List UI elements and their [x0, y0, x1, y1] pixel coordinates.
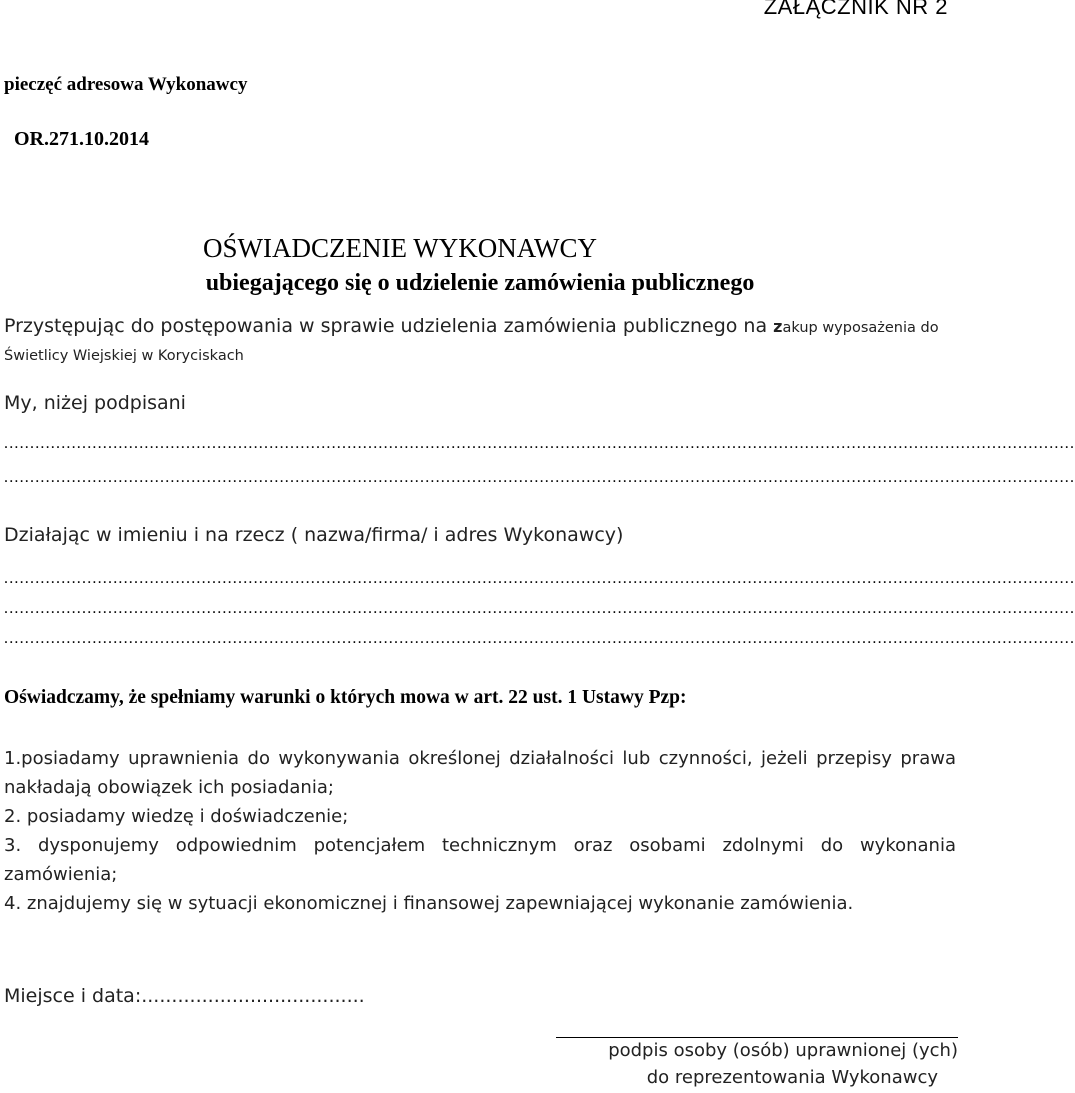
reference-number: OR.271.10.2014 — [14, 128, 149, 150]
intro-paragraph — [4, 313, 964, 369]
stamp-label: pieczęć adresowa Wykonawcy — [4, 74, 248, 95]
document-title: OŚWIADCZENIE WYKONAWCY — [202, 233, 598, 263]
intro-subject: akup wyposażenia do Świetlicy Wiejskiej w Koryciskach — [4, 320, 939, 364]
condition-item-2: 2. posiadamy wiedzę i doświadczenie; — [4, 806, 349, 827]
condition-item-1: 1.posiadamy uprawnienia do wykonywania określonej działalności lub czynności, jeżeli przepisy prawa nakładają obowiązek ich posiadania; — [4, 748, 956, 798]
fill-line-contractor-2[interactable]: .............................................................................................................................................................................................................. — [4, 600, 1075, 617]
acting-on-behalf-label: Działając w imieniu i na rzecz ( nazwa/firma/ i adres Wykonawcy) — [4, 524, 624, 546]
fill-line-contractor-1[interactable]: .............................................................................................................................................................................................................. — [4, 570, 1075, 587]
condition-item-4: 4. znajdujemy się w sytuacji ekonomicznej i finansowej zapewniającej wykonanie zamówienia. — [4, 893, 854, 914]
signature-caption-line1: podpis osoby (osób) uprawnionej (ych) — [608, 1040, 958, 1061]
we-signed-label: My, niżej podpisani — [4, 392, 186, 414]
fill-line-signatories-2[interactable]: .............................................................................................................................................................................................................. — [4, 469, 1075, 486]
intro-z: z — [773, 317, 783, 336]
signature-caption-line2: do reprezentowania Wykonawcy — [646, 1067, 938, 1088]
fill-line-contractor-3[interactable]: .............................................................................................................................................................................................................. — [4, 630, 1075, 647]
declaration-heading: Oświadczamy, że spełniamy warunki o których mowa w art. 22 ust. 1 Ustawy Pzp: — [4, 687, 687, 708]
signature-line — [556, 1037, 958, 1038]
annex-label: ZAŁĄCZNIK NR 2 — [763, 0, 948, 19]
document-subtitle: ubiegającego się o udzielenie zamówienia publicznego — [205, 270, 755, 296]
condition-item-3: 3. dysponujemy odpowiednim potencjałem technicznym oraz osobami zdolnymi do wykonania zamówienia; — [4, 835, 956, 885]
fill-line-signatories-1[interactable]: .............................................................................................................................................................................................................. — [4, 435, 1075, 452]
conditions-list — [4, 744, 956, 918]
intro-main: Przystępując do postępowania w sprawie udzielenia zamówienia publicznego na — [4, 315, 774, 337]
place-date-field[interactable]: Miejsce i data:..................................... — [4, 985, 365, 1007]
